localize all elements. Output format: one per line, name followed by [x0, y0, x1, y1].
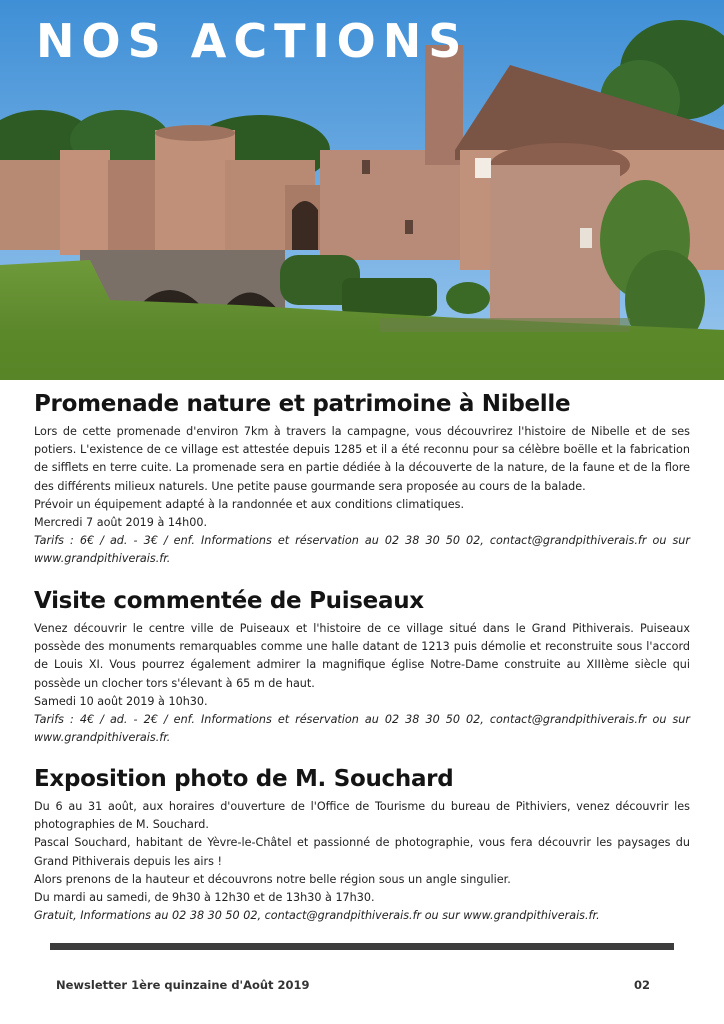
article-puiseaux [34, 586, 690, 747]
article-nibelle [34, 389, 690, 569]
article-title: Promenade nature et patrimoine à Nibelle [34, 391, 571, 417]
footer-divider [50, 943, 674, 950]
page-number: 02 [634, 978, 651, 992]
newsletter-label: Newsletter 1ère quinzaine d'Août 2019 [56, 978, 310, 992]
article-date: Mercredi 7 août 2019 à 14h00. [34, 516, 208, 530]
hero-photo [0, 0, 724, 380]
article-paragraph: Du 6 au 31 août, aux horaires d'ouverture de l'Office de Tourisme du bureau de Pithiviers, venez découvrir les photographies de M. Souchard. [34, 800, 690, 832]
article-date: Du mardi au samedi, de 9h30 à 12h30 et de 13h30 à 17h30. [34, 891, 375, 905]
page-title: NOS ACTIONS [36, 14, 469, 68]
article-paragraph: Pascal Souchard, habitant de Yèvre-le-Châtel et passionné de photographie, vous fera découvrir les paysages du Grand Pithiverais depuis les airs ! [34, 836, 690, 868]
article-exposition [34, 764, 690, 925]
article-tarifs: Tarifs : 6€ / ad. - 3€ / enf. Informations et réservation au 02 38 30 50 02, contact@grandpithiverais.fr ou sur www.grandpithiverais.fr. [34, 534, 690, 566]
article-date: Samedi 10 août 2019 à 10h30. [34, 694, 208, 708]
article-paragraph: Venez découvrir le centre ville de Puiseaux et l'histoire de ce village situé dans le Grand Pithiverais. Puiseaux possède des monuments remarquables comme une halle datant de 1213 puis démolie et reconstruite sous l'accord de Louis XI. Vous pourrez également admirer la magnifique église Notre-Dame construite au XIIIème siècle qui possède un clocher tors s'élevant à 65 m de haut. [34, 622, 690, 690]
article-title: Visite commentée de Puiseaux [34, 588, 424, 614]
article-paragraph: Lors de cette promenade d'environ 7km à travers la campagne, vous découvrirez l'histoire de Nibelle et de ses potiers. L'existence de ce village est attestée depuis 1285 et il a été reconnu pour sa célèbre boëlle et la fabrication de sifflets en terre cuite. La promenade sera en partie dédiée à la découverte de la nature, de la faune et de la flore des différents milieux naturels. Une petite pause gourmande sera proposée au cours de la balade. [34, 425, 690, 493]
article-title: Exposition photo de M. Souchard [34, 766, 454, 792]
article-tarifs: Gratuit, Informations au 02 38 30 50 02, contact@grandpithiverais.fr ou sur www.grandpithiverais.fr. [34, 909, 600, 923]
article-paragraph: Alors prenons de la hauteur et découvrons notre belle région sous un angle singulier. [34, 872, 511, 886]
article-tarifs: Tarifs : 4€ / ad. - 2€ / enf. Informations et réservation au 02 38 30 50 02, contact@grandpithiverais.fr ou sur www.grandpithiverais.fr. [34, 713, 690, 745]
article-paragraph: Prévoir un équipement adapté à la randonnée et aux conditions climatiques. [34, 497, 465, 511]
